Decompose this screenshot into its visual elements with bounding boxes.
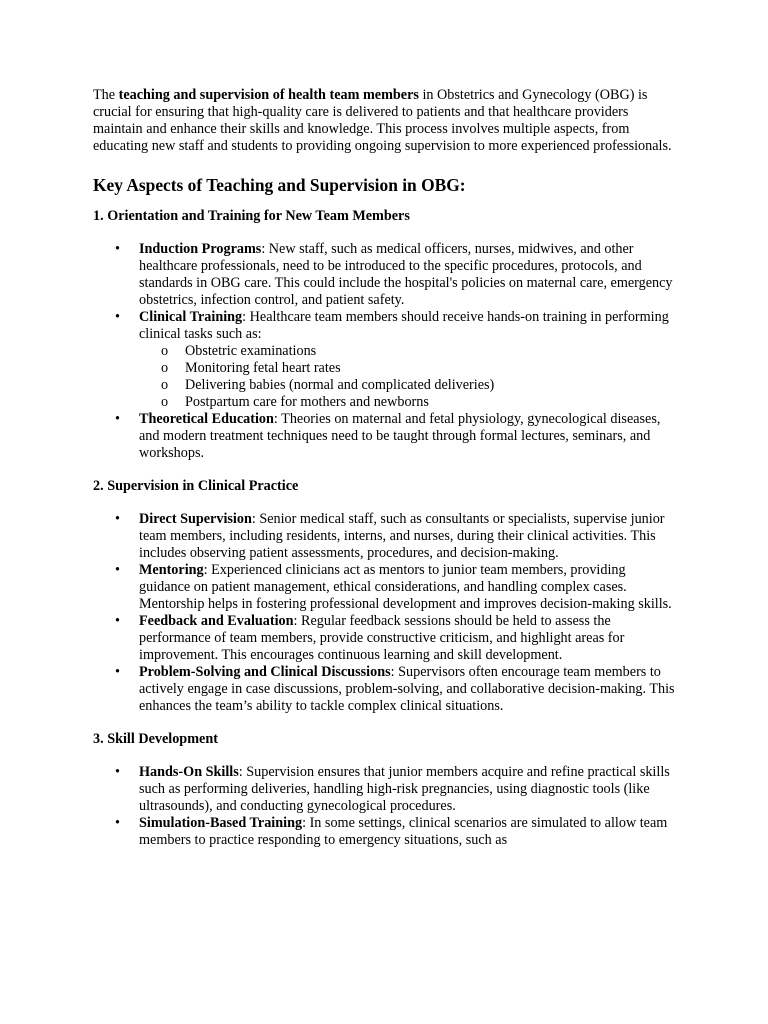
list-item <box>93 511 678 562</box>
item-term: Problem-Solving and Clinical Discussions <box>139 664 391 680</box>
item-text: : In some settings, clinical scenarios are simulated to allow team members to practice responding to emergency situations, such as <box>139 815 668 848</box>
section-list-skill-development <box>93 764 678 849</box>
item-text: : Experienced clinicians act as mentors to junior team members, providing guidance on patient management, ethical considerations, and handling complex cases. Mentorship helps in fostering professional development and improves decision-making skills. <box>139 562 672 612</box>
sub-list-item: o Obstetric examinations <box>139 343 678 360</box>
list-item <box>93 764 678 815</box>
sub-list-item: o Delivering babies (normal and complicated deliveries) <box>139 377 678 394</box>
item-term: Hands-On Skills <box>139 764 239 780</box>
item-text: : Theories on maternal and fetal physiology, gynecological diseases, and modern treatment techniques need to be taught through formal lectures, seminars, and workshops. <box>139 411 661 461</box>
item-term: Simulation-Based Training <box>139 815 303 831</box>
item-term: Induction Programs <box>139 241 262 257</box>
sub-list-item: o Postpartum care for mothers and newborns <box>139 394 678 411</box>
intro-pre: The <box>93 87 119 103</box>
intro-bold-phrase: teaching and supervision of health team members <box>118 87 419 103</box>
list-item <box>93 411 678 462</box>
intro-paragraph <box>93 87 678 155</box>
item-term: Theoretical Education <box>139 411 274 427</box>
item-text: : Healthcare team members should receive hands-on training in performing clinical tasks such as: <box>139 309 669 342</box>
section-list-orientation <box>93 241 678 462</box>
item-text: : Regular feedback sessions should be held to assess the performance of team members, provide constructive criticism, and highlight areas for improvement. This encourages continuous learning and skill development. <box>139 613 625 663</box>
item-text: : Senior medical staff, such as consultants or specialists, supervise junior team members, including residents, interns, and nurses, during their clinical activities. This includes observing patient assessments, procedures, and decision-making. <box>139 511 665 561</box>
list-item <box>93 664 678 715</box>
item-term: Feedback and Evaluation <box>139 613 294 629</box>
section-title-skill-development: 3. Skill Development <box>93 731 218 747</box>
list-item <box>93 241 678 309</box>
section-list-supervision <box>93 511 678 715</box>
list-item <box>93 309 678 411</box>
intro-post: in Obstetrics and Gynecology (OBG) is crucial for ensuring that high-quality care is delivered to patients and that healthcare providers maintain and enhance their skills and knowledge. This process involves multiple aspects, from educating new staff and students to providing ongoing supervision to more experienced professionals. <box>93 87 672 154</box>
item-term: Mentoring <box>139 562 204 578</box>
sub-list-item: o Monitoring fetal heart rates <box>139 360 678 377</box>
item-term: Clinical Training <box>139 309 243 325</box>
item-text: : Supervisors often encourage team members to actively engage in case discussions, problem-solving, and collaborative decision-making. This enhances the team’s ability to tackle complex clinical situations. <box>139 664 675 714</box>
list-item <box>93 562 678 613</box>
item-term: Direct Supervision <box>139 511 252 527</box>
list-item <box>93 613 678 664</box>
main-heading: Key Aspects of Teaching and Supervision in OBG: <box>93 175 466 195</box>
item-text: : New staff, such as medical officers, nurses, midwives, and other healthcare professionals, need to be introduced to the specific procedures, protocols, and standards in OBG care. This could include the hospital's policies on maternal care, emergency obstetrics, infection control, and patient safety. <box>139 241 673 308</box>
section-title-orientation: 1. Orientation and Training for New Team Members <box>93 208 410 224</box>
section-title-supervision: 2. Supervision in Clinical Practice <box>93 478 299 494</box>
list-item <box>93 815 678 849</box>
sub-list <box>139 343 678 411</box>
item-text: : Supervision ensures that junior members acquire and refine practical skills such as performing deliveries, handling high-risk pregnancies, using diagnostic tools (like ultrasounds), and conducting gynecological procedures. <box>139 764 670 814</box>
